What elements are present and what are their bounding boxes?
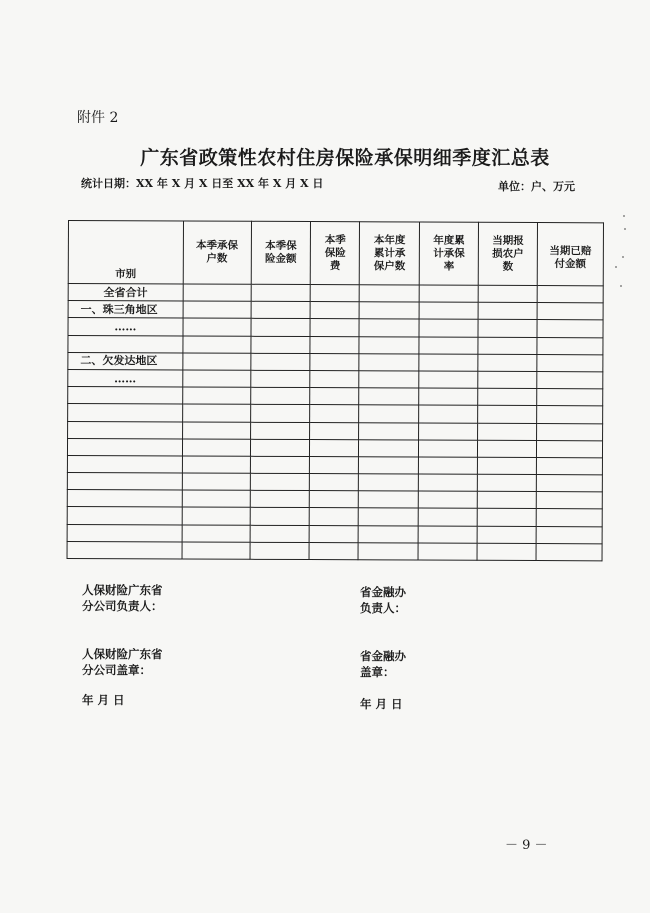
right-date: 年 月 日	[360, 697, 403, 711]
data-cell	[419, 354, 478, 371]
column-header-quarter-amount: 本季保险金额	[251, 221, 311, 284]
city-cell: ……	[68, 318, 183, 336]
data-cell	[537, 406, 603, 423]
data-cell	[250, 491, 310, 508]
data-cell	[250, 508, 310, 525]
data-cell	[537, 389, 603, 406]
data-cell	[359, 371, 419, 388]
column-header-annual-rate: 年度累计承保率	[419, 222, 478, 285]
left-seal-signature	[82, 646, 163, 678]
data-cell	[183, 336, 251, 353]
data-cell	[359, 388, 419, 405]
data-cell	[310, 525, 359, 542]
data-cell	[251, 301, 311, 318]
scan-speck	[624, 228, 626, 230]
data-cell	[310, 302, 359, 319]
right-seal-signature	[360, 648, 406, 680]
city-cell	[67, 524, 182, 542]
data-cell	[310, 422, 359, 439]
city-cell	[68, 387, 183, 405]
table-header-row	[68, 221, 603, 286]
data-cell	[183, 318, 251, 335]
right-head-line1: 省金融办	[360, 585, 406, 599]
city-cell	[67, 455, 182, 473]
left-seal-line1: 人保财险广东省	[82, 647, 163, 661]
data-cell	[182, 542, 250, 559]
data-cell	[477, 509, 536, 526]
city-cell	[67, 473, 182, 491]
attachment-label: 附件 2	[77, 110, 119, 126]
data-cell	[250, 422, 310, 439]
data-cell	[359, 336, 419, 353]
data-cell	[182, 387, 250, 404]
data-cell	[418, 491, 477, 508]
document-title: 广东省政策性农村住房保险承保明细季度汇总表	[140, 147, 550, 169]
city-cell: 一、珠三角地区	[68, 301, 183, 319]
data-cell	[419, 457, 478, 474]
data-cell	[250, 370, 310, 387]
data-cell	[536, 440, 602, 457]
data-cell	[182, 404, 250, 421]
data-cell	[250, 456, 310, 473]
data-cell	[537, 286, 603, 303]
data-cell	[419, 285, 478, 302]
data-cell	[419, 405, 478, 422]
right-seal-line1: 省金融办	[360, 649, 406, 663]
data-cell	[250, 439, 310, 456]
data-cell	[182, 473, 250, 490]
data-cell	[358, 543, 418, 560]
data-cell	[250, 473, 310, 490]
data-cell	[310, 336, 359, 353]
data-cell	[310, 439, 359, 456]
data-cell	[478, 302, 537, 319]
left-date: 年 月 日	[82, 693, 125, 707]
city-cell	[68, 335, 183, 353]
data-cell	[310, 508, 359, 525]
data-cell	[419, 388, 478, 405]
data-cell	[359, 474, 419, 491]
data-cell	[359, 354, 419, 371]
data-cell	[182, 525, 250, 542]
data-cell	[537, 303, 603, 320]
data-cell	[182, 353, 250, 370]
data-cell	[419, 474, 478, 491]
data-cell	[419, 302, 478, 319]
data-cell	[182, 456, 250, 473]
data-cell	[478, 354, 537, 371]
data-cell	[418, 543, 477, 560]
right-seal-line2: 盖章：	[360, 665, 395, 679]
data-cell	[418, 508, 477, 525]
data-cell	[359, 319, 419, 336]
data-cell	[358, 508, 418, 525]
summary-table	[67, 220, 604, 561]
city-cell	[67, 490, 182, 508]
data-cell	[477, 492, 536, 509]
left-head-line1: 人保财险广东省	[82, 583, 163, 597]
data-cell	[310, 474, 359, 491]
data-cell	[478, 388, 537, 405]
data-cell	[478, 285, 537, 302]
data-cell	[419, 423, 478, 440]
data-cell	[182, 370, 250, 387]
data-cell	[359, 439, 419, 456]
data-cell	[537, 337, 603, 354]
right-head-line2: 负责人：	[360, 601, 406, 615]
data-cell	[359, 422, 419, 439]
data-cell	[478, 406, 537, 423]
city-cell: ……	[68, 369, 183, 387]
unit-label: 单位：户、万元	[498, 180, 575, 193]
data-cell	[536, 492, 602, 509]
data-cell	[536, 526, 602, 543]
data-cell	[478, 320, 537, 337]
column-header-city: 市别	[68, 221, 183, 284]
city-cell: 全省合计	[68, 284, 183, 302]
left-seal-line2: 分公司盖章：	[82, 663, 151, 677]
data-cell	[183, 301, 251, 318]
column-header-quarter-households: 本季承保户数	[183, 221, 251, 284]
data-cell	[478, 440, 537, 457]
data-cell	[183, 284, 251, 301]
data-cell	[359, 457, 419, 474]
scan-speck	[615, 266, 617, 268]
data-cell	[536, 475, 602, 492]
data-cell	[359, 285, 419, 302]
data-cell	[537, 423, 603, 440]
data-cell	[250, 387, 310, 404]
city-cell: 二、欠发达地区	[68, 352, 183, 370]
data-cell	[477, 474, 536, 491]
data-cell	[182, 422, 250, 439]
column-header-quarter-premium: 本季保险费	[311, 222, 360, 285]
city-cell	[68, 421, 183, 439]
table-row	[67, 541, 602, 561]
data-cell	[310, 405, 359, 422]
column-header-paid-amount: 当期已赔付金额	[537, 223, 603, 286]
data-cell	[310, 388, 359, 405]
data-cell	[310, 319, 359, 336]
data-cell	[250, 405, 310, 422]
city-cell	[67, 541, 182, 559]
data-cell	[419, 337, 478, 354]
data-cell	[536, 457, 602, 474]
data-cell	[537, 354, 603, 371]
data-cell	[359, 405, 419, 422]
city-cell	[67, 507, 182, 525]
data-cell	[359, 491, 419, 508]
data-cell	[419, 371, 478, 388]
data-cell	[251, 284, 311, 301]
scan-speck	[620, 285, 622, 287]
data-cell	[310, 456, 359, 473]
data-cell	[477, 543, 536, 560]
data-cell	[250, 542, 310, 559]
data-cell	[478, 423, 537, 440]
data-cell	[251, 319, 311, 336]
data-cell	[182, 490, 250, 507]
scan-speck	[623, 215, 625, 217]
city-cell	[67, 438, 182, 456]
data-cell	[309, 542, 358, 559]
data-cell	[311, 285, 360, 302]
data-cell	[358, 525, 418, 542]
data-cell	[250, 336, 310, 353]
data-cell	[477, 526, 536, 543]
page-number: － 9 －	[505, 838, 548, 853]
data-cell	[250, 353, 310, 370]
right-head-signature	[360, 584, 406, 616]
data-cell	[478, 457, 537, 474]
data-cell	[182, 439, 250, 456]
statistics-date: 统计日期：XX 年 X 月 X 日至 XX 年 X 月 X 日	[81, 177, 324, 190]
scan-speck	[622, 256, 624, 258]
left-head-line2: 分公司负责人：	[82, 599, 163, 613]
column-header-annual-households: 本年度累计承保户数	[360, 222, 420, 285]
data-cell	[419, 319, 478, 336]
data-cell	[250, 525, 310, 542]
data-cell	[536, 543, 602, 560]
data-cell	[310, 370, 359, 387]
data-cell	[182, 507, 250, 524]
data-cell	[310, 491, 359, 508]
data-cell	[418, 526, 477, 543]
data-cell	[478, 371, 537, 388]
data-cell	[537, 320, 603, 337]
data-cell	[537, 371, 603, 388]
data-cell	[419, 440, 478, 457]
data-cell	[310, 353, 359, 370]
city-cell	[68, 404, 183, 422]
data-cell	[478, 337, 537, 354]
left-head-signature	[82, 582, 163, 614]
data-cell	[359, 302, 419, 319]
data-cell	[536, 509, 602, 526]
column-header-loss-households: 当期报损农户数	[478, 222, 537, 285]
